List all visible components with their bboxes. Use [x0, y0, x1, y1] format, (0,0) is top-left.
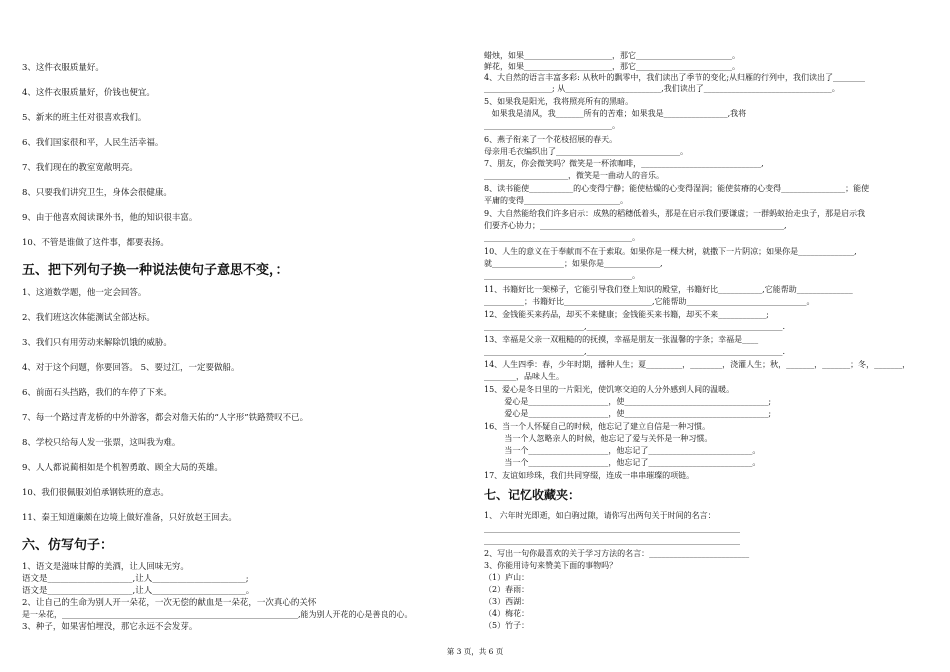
fill-in-line: 语文是____________________,让人______________________;	[22, 574, 249, 584]
fill-in-line: 们要齐心协力；_____________________________________________________________,	[484, 221, 787, 230]
exercise-line: 3、种子，如果害怕埋没，那它永远不会发芽。	[22, 622, 198, 632]
fill-in-line: 爱心是____________________，使____________________________________;	[484, 397, 772, 406]
fill-in-line: ________，品味人生。	[484, 372, 564, 381]
exercise-line: 11、书籍好比一架梯子，它能引导我们登上知识的殿堂，书籍好比___________,它能帮助______________	[484, 285, 853, 294]
exercise-line: 5、如果我是阳光，我将照亮所有的黑暗。	[484, 97, 634, 106]
poem-subject: （3）西湖：	[484, 597, 530, 606]
fill-in-line: _________________; 从________________________,我们读出了________________________________。	[484, 84, 840, 93]
fill-in-line: 如果我是清风，我_______所有的苦难；如果我是________________,我将	[484, 109, 747, 118]
exercise-line: 8、读书能使___________的心变得宁静；能使枯燥的心变得湿润；能使贫瘠的心变得________________；能使	[484, 184, 870, 193]
exercise-item: 8、只要我们讲究卫生，身体会很健康。	[22, 188, 172, 198]
fill-in-line: 鲜花，如果______________________，那它________________________。	[484, 62, 740, 71]
fill-in-line: 就__________________；如果你是______________,	[484, 259, 663, 268]
exercise-line: 17、友谊如珍珠，我们共同穿缀，连成一串串璀璨的项链。	[484, 471, 695, 480]
fill-in-line: __________；书籍好比______________________,它能帮助______________________________。	[484, 297, 815, 306]
exercise-item: 9、由于他喜欢阅读课外书，他的知识很丰富。	[22, 213, 198, 223]
fill-in-line: 蜡烛，如果______________________，那它________________________。	[484, 51, 740, 60]
exercise-line: 3、你能用诗句来赞美下面的事物吗？	[484, 561, 618, 570]
exercise-item: 2、我们班这次体能测试全部达标。	[22, 313, 155, 323]
exercise-item: 6、前面石头挡路，我们的车停了下来。	[22, 388, 172, 398]
fill-in-line: ________________________________________________________________	[484, 524, 740, 533]
exercise-line: 12、金钱能买来药品，却买不来健康；金钱能买来书籍，却买不来____________;	[484, 310, 769, 319]
exercise-line: 7、朋友，你会微笑吗？微笑是一杯浓咖啡，______________________________,	[484, 159, 764, 168]
fill-in-line: ________________________________。	[484, 121, 620, 130]
exercise-item: 5、新来的班主任对很喜欢我们。	[22, 113, 147, 123]
poem-subject: （5）竹子：	[484, 621, 530, 630]
fill-in-line: 语文是____________________,让人______________________。	[22, 586, 255, 596]
exercise-line: 6、燕子衔来了一个花枝招展的春天。	[484, 135, 618, 144]
fill-in-line: _____________________________________。	[484, 271, 640, 280]
fill-in-line: 爱心是____________________，使____________________________________;	[484, 409, 772, 418]
exercise-item: 1、这道数学题，他一定会回答。	[22, 288, 147, 298]
poem-subject: （4）梅花：	[484, 609, 530, 618]
poem-subject: （2）春雨：	[484, 585, 530, 594]
exercise-line: 13、幸福是父亲一双粗糙的的抚摸，幸福是朋友一张温馨的字条；幸福是____	[484, 335, 759, 344]
exercise-line: 1、语文是滋味甘醇的美酒，让人回味无穷。	[22, 562, 189, 572]
fill-in-line: 当一个____________________，他忘记了__________________________。	[484, 458, 761, 467]
exercise-line: 当一个人忽略亲人的时候，他忘记了爱与关怀是一种习惯。	[484, 434, 713, 443]
page-footer: 第 3 页，共 6 页	[446, 647, 504, 656]
exercise-item: 10、我们很佩服刘伯承钢铁班的意志。	[22, 488, 169, 498]
exercise-item: 3、这件衣服质量好。	[22, 63, 104, 73]
exercise-line: 4、大自然的语言丰富多彩: 从秋叶的飘零中，我们读出了季节的变化;从归雁的行列中，我们读出了________	[484, 73, 866, 82]
fill-in-line: 平庸的变得________________________。	[484, 196, 628, 205]
poem-subject: （1）庐山：	[484, 573, 530, 582]
exercise-line: 15、爱心是冬日里的一片阳光，使饥寒交迫的人分外感到人间的温暖。	[484, 385, 735, 394]
section-7-title: 七、记忆收藏夹：	[484, 488, 581, 502]
exercise-item: 7、我们现在的教室宽敞明亮。	[22, 163, 138, 173]
exercise-item: 8、学校只给每人发一张票，这叫我为难。	[22, 438, 181, 448]
exercise-item: 9、人人都说蔺相如是个机智勇敢、顾全大局的英雄。	[22, 463, 223, 473]
exercise-item: 6、我们国家很和平，人民生活幸福。	[22, 138, 164, 148]
fill-in-line: _________________________,_________________________________________________.	[484, 347, 786, 356]
exercise-line: 14、人生四季：春，少年时期，播种人生；夏_________，________，浇灌人生；秋，_______，_______；冬，_______，	[484, 360, 911, 369]
fill-in-line: _____________________，微笑是一曲动人的音乐。	[484, 171, 664, 180]
fill-in-line: _____________________________________。	[484, 233, 640, 242]
fill-in-line: 是一朵花，___________________________________________________________,能为别人开花的心是善良的心。	[22, 610, 413, 619]
exercise-line: 1、 六年时光即逝，如白驹过隙，请你写出两句关于时间的名言：	[484, 511, 716, 520]
exercise-item: 4、这件衣服质量好，价钱也便宜。	[22, 88, 155, 98]
section-6-title: 六、仿写句子：	[22, 538, 114, 553]
exercise-item: 4、对于这个问题，你要回答。 5、要过江，一定要做船。	[22, 363, 240, 373]
fill-in-line: ________________________________________________________________	[484, 536, 740, 545]
exercise-item: 7、每一个路过青龙桥的中外游客，都会对詹天佑的“人字形”铁路赞叹不已。	[22, 413, 309, 423]
exercise-line: 2、让自己的生命为别人开一朵花，一次无偿的献血是一朵花，一次真心的关怀	[22, 598, 317, 608]
fill-in-line: 当一个____________________，他忘记了__________________________。	[484, 446, 761, 455]
fill-in-line: 2、写出一句你最喜欢的关于学习方法的名言：_________________________	[484, 549, 750, 558]
fill-in-line: 母亲用毛衣编织出了_______________________________。	[484, 147, 688, 156]
exercise-item: 10、不管是谁做了这件事，都要表扬。	[22, 238, 169, 248]
fill-in-line: _________________________,_________________________________________________.	[484, 322, 786, 331]
exercise-line: 9、大自然能给我们许多启示：成熟的稻穗低着头，那是在启示我们要谦虚；一群蚂蚁抬走虫子，那是启示我	[484, 209, 866, 218]
exercise-line: 16、当一个人怀疑自己的时候，他忘记了建立自信是一种习惯。	[484, 422, 711, 431]
exercise-line: 10、人生的意义在于奉献而不在于索取。如果你是一棵大树，就撒下一片阴凉；如果你是______________,	[484, 247, 857, 256]
section-5-title: 五、把下列句子换一种说法使句子意思不变，：	[22, 263, 289, 278]
exercise-item: 3、我们只有用劳动来解除饥饿的威胁。	[22, 338, 172, 348]
exercise-item: 11、秦王知道廉颇在边境上做好准备，只好放赵王回去。	[22, 513, 237, 523]
